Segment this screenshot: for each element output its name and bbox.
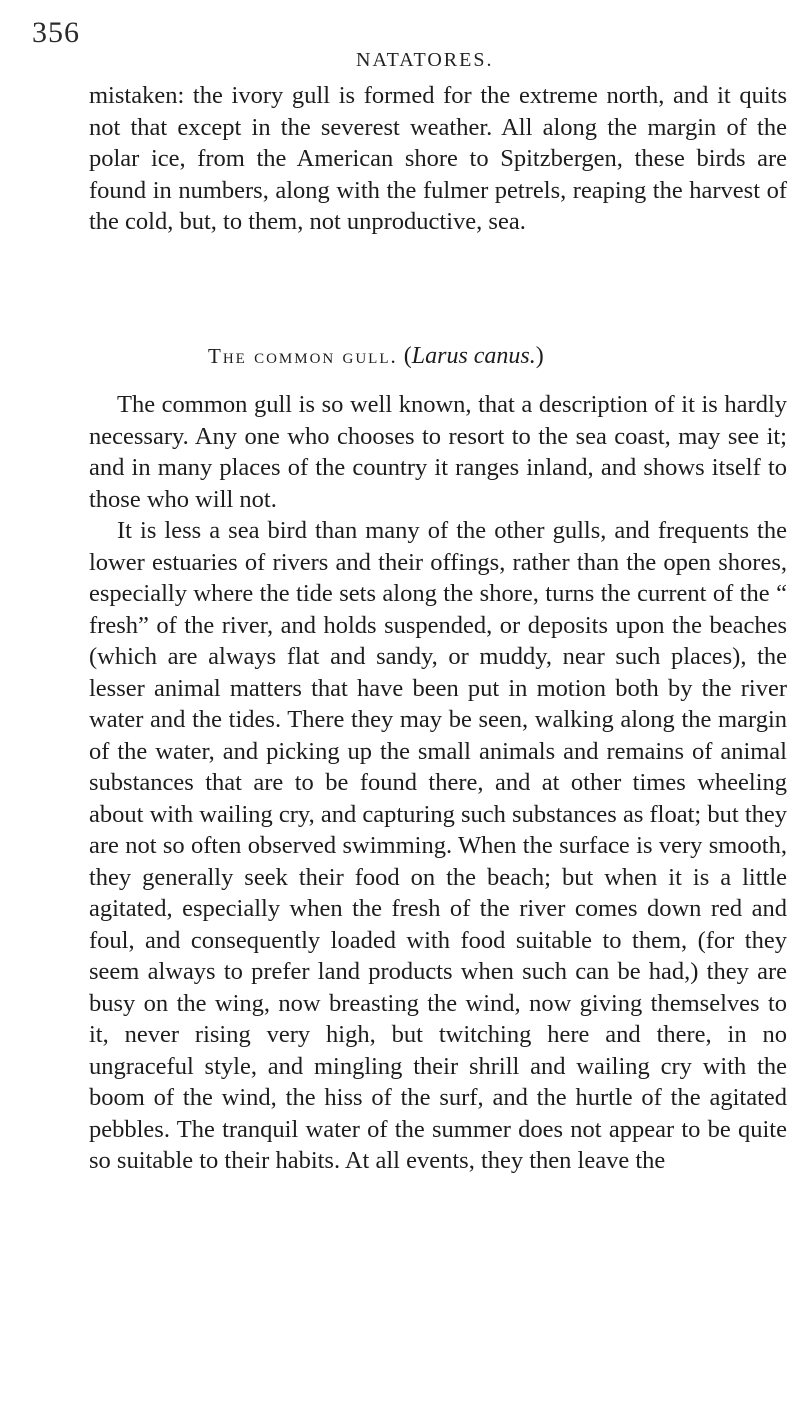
section-heading-latin-name: Larus canus. <box>411 343 536 369</box>
running-head: NATATORES. <box>356 49 494 71</box>
section-heading-common-name: The common gull. <box>208 344 398 368</box>
section-heading-open-paren: ( <box>403 343 412 369</box>
continued-paragraph-block <box>89 80 787 238</box>
section-heading <box>208 340 768 372</box>
continued-paragraph: mistaken: the ivory gull is formed for the extreme north, and it quits not that except in the severest weather. All along the margin of the polar ice, from the American shore to Spitzbergen, these birds are found in numbers, along with the fulmer petrels, reaping the harvest of the cold, but, to them, not unproductive, sea. <box>89 82 787 235</box>
paragraph: It is less a sea bird than many of the other gulls, and frequents the lower estuaries of rivers and their offings, rather than the open shores, especially where the tide sets along the shore, turns the current of the “ fresh” of the river, and holds suspended, or deposits upon the beaches (which are always flat and sandy, or muddy, near such places), the lesser animal matters that have been put in motion both by the river water and the tides. There they may be seen, walking along the margin of the water, and picking up the small animals and remains of animal substances that are to be found there, and at other times wheeling about with wailing cry, and capturing such substances as float; but they are not so often observed swimming. When the surface is very smooth, they generally seek their food on the beach; but when it is a little agitated, especially when the fresh of the river comes down red and foul, and consequently loaded with food suitable to them, (for they seem always to prefer land products when such can be had,) they are busy on the wing, now breasting the wind, now giving themselves to it, never rising very high, but twitching here and there, in no ungraceful style, and mingling their shrill and wailing cry with the boom of the wind, the hiss of the surf, and the hurtle of the agitated pebbles. The tranquil water of the summer does not appear to be quite so suitable to their habits. At all events, they then leave the <box>89 517 787 1174</box>
section-heading-close-paren: ) <box>535 343 544 369</box>
paragraph: The common gull is so well known, that a description of it is hardly necessary. Any one who chooses to resort to the sea coast, may see it; and in many places of the country it ranges inland, and shows itself to those who will not. <box>89 391 787 513</box>
section-body <box>89 389 787 1177</box>
page-number: 356 <box>32 16 80 49</box>
